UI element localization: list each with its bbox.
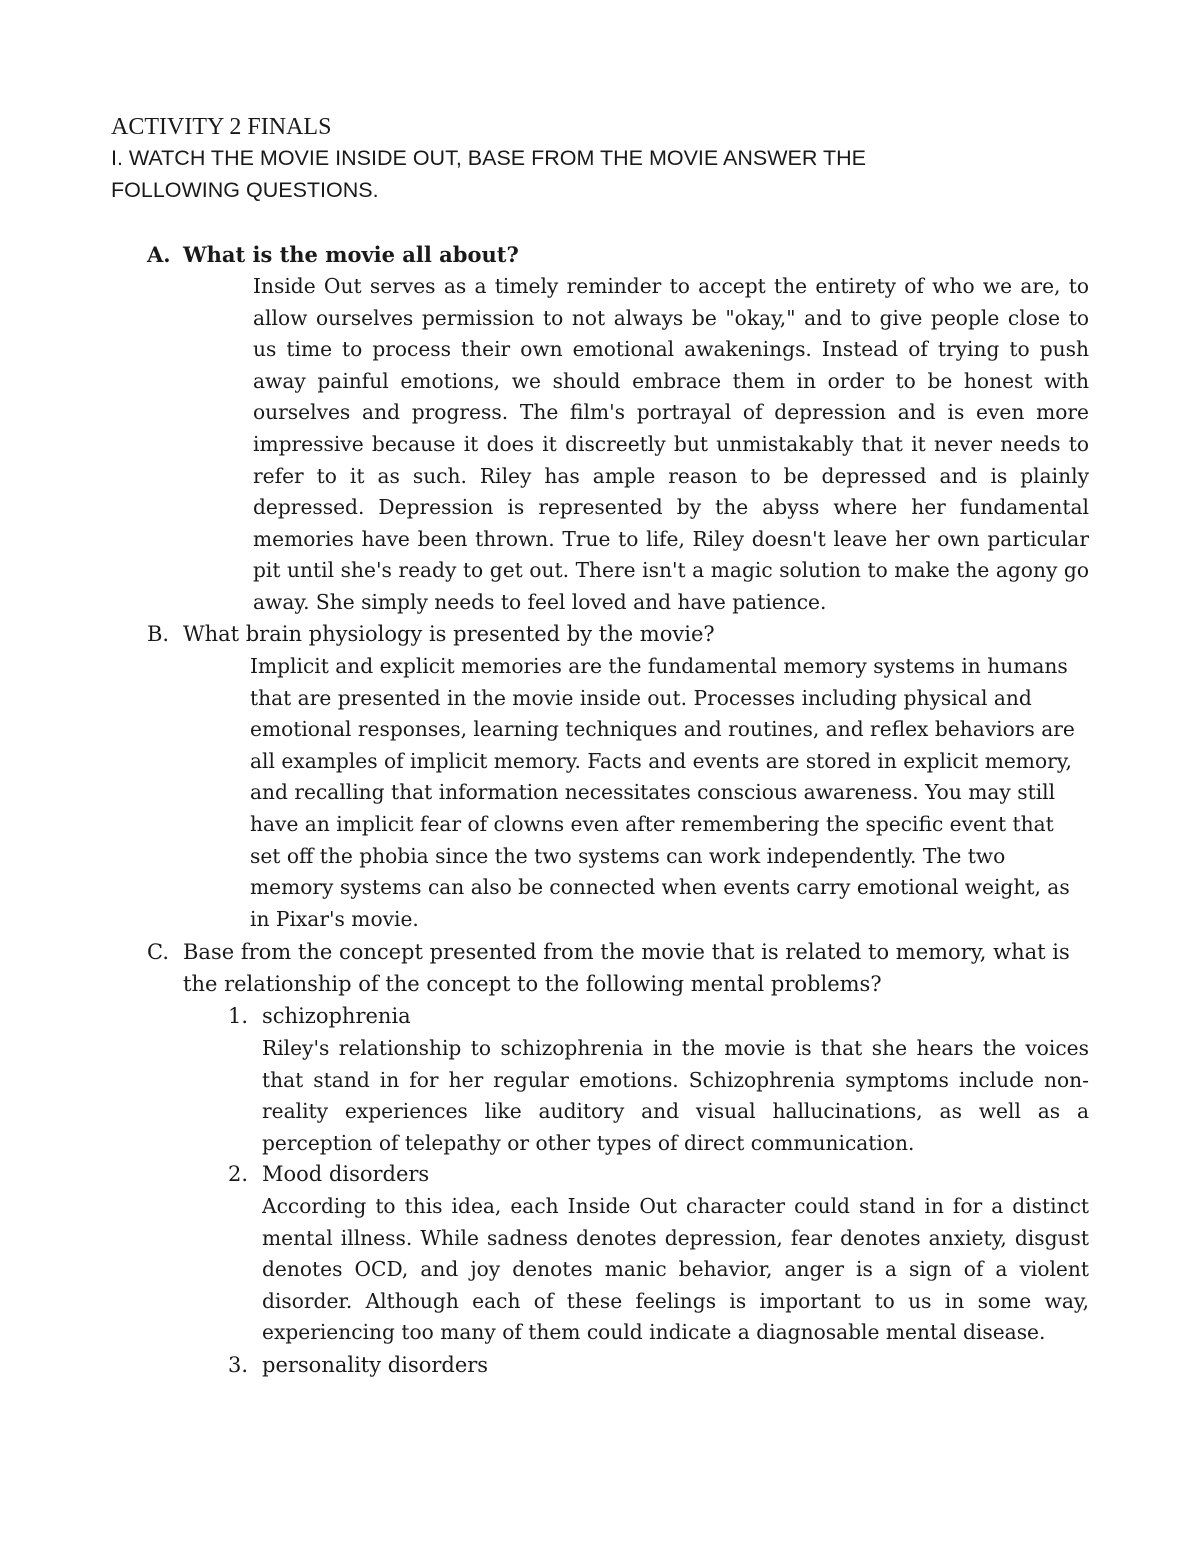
subitem-3-label: personality disorders bbox=[262, 1353, 489, 1377]
document-title: ACTIVITY 2 FINALS bbox=[111, 114, 332, 140]
subitem-2-marker: 2. bbox=[228, 1162, 249, 1186]
question-b-text: What brain physiology is presented by the movie? bbox=[183, 622, 715, 646]
subitem-2-answer: According to this idea, each Inside Out character could stand in for a distinct mental illness. While sadness denotes depression, fear denotes anxiety, disgust denotes OCD, and joy denotes manic behavior, anger is a sign of a violent disorder. Although each of these feelings is important to us in some way, experiencing too many of them could indicate a diagnosable mental disease. bbox=[262, 1194, 1089, 1345]
question-a-text: What is the movie all about? bbox=[183, 242, 519, 267]
subitem-3-marker: 3. bbox=[228, 1353, 249, 1377]
subitem-1-answer: Riley's relationship to schizophrenia in the movie is that she hears the voices that stand in for her regular emotions. Schizophrenia symptoms include non-reality experiences like auditory and visual hallucinations, as well as a perception of telepathy or other types of direct communication. bbox=[262, 1036, 1089, 1155]
answer-b-text: Implicit and explicit memories are the fundamental memory systems in humans that are presented in the movie inside out. Processes including physical and emotional responses, learning techniques and routines, and reflex behaviors are all examples of implicit memory. Facts and events are stored in explicit memory, and recalling that information necessitates conscious awareness. You may still have an implicit fear of clowns even after remembering the specific event that set off the phobia since the two systems can work independently. The two memory systems can also be connected when events carry emotional weight, as in Pixar's movie. bbox=[250, 654, 1075, 931]
question-b-marker: B. bbox=[147, 622, 170, 646]
subitem-1-marker: 1. bbox=[228, 1004, 249, 1028]
subitem-2-label: Mood disorders bbox=[262, 1162, 430, 1186]
question-c-text: Base from the concept presented from the movie that is related to memory, what is the relationship of the concept to the following mental problems? bbox=[183, 940, 1070, 996]
instruction-text: I. WATCH THE MOVIE INSIDE OUT, BASE FROM THE MOVIE ANSWER THE FOLLOWING QUESTIONS. bbox=[111, 146, 866, 202]
answer-a-text: Inside Out serves as a timely reminder to accept the entirety of who we are, to allow ourselves permission to not always be "okay," and to give people close to us time to process their own emotional awakenings. Instead of trying to push away painful emotions, we should embrace them in order to be honest with ourselves and progress. The film's portrayal of depression and is even more impressive because it does it discreetly but unmistakably that it never needs to refer to it as such. Riley has ample reason to be depressed and is plainly depressed. Depression is represented by the abyss where her fundamental memories have been thrown. True to life, Riley doesn't leave her own particular pit until she's ready to get out. There isn't a magic solution to make the agony go away. She simply needs to feel loved and have patience. bbox=[253, 274, 1089, 614]
question-a-marker: A. bbox=[147, 242, 171, 267]
subitem-1-label: schizophrenia bbox=[262, 1004, 411, 1028]
question-c-marker: C. bbox=[147, 940, 169, 964]
